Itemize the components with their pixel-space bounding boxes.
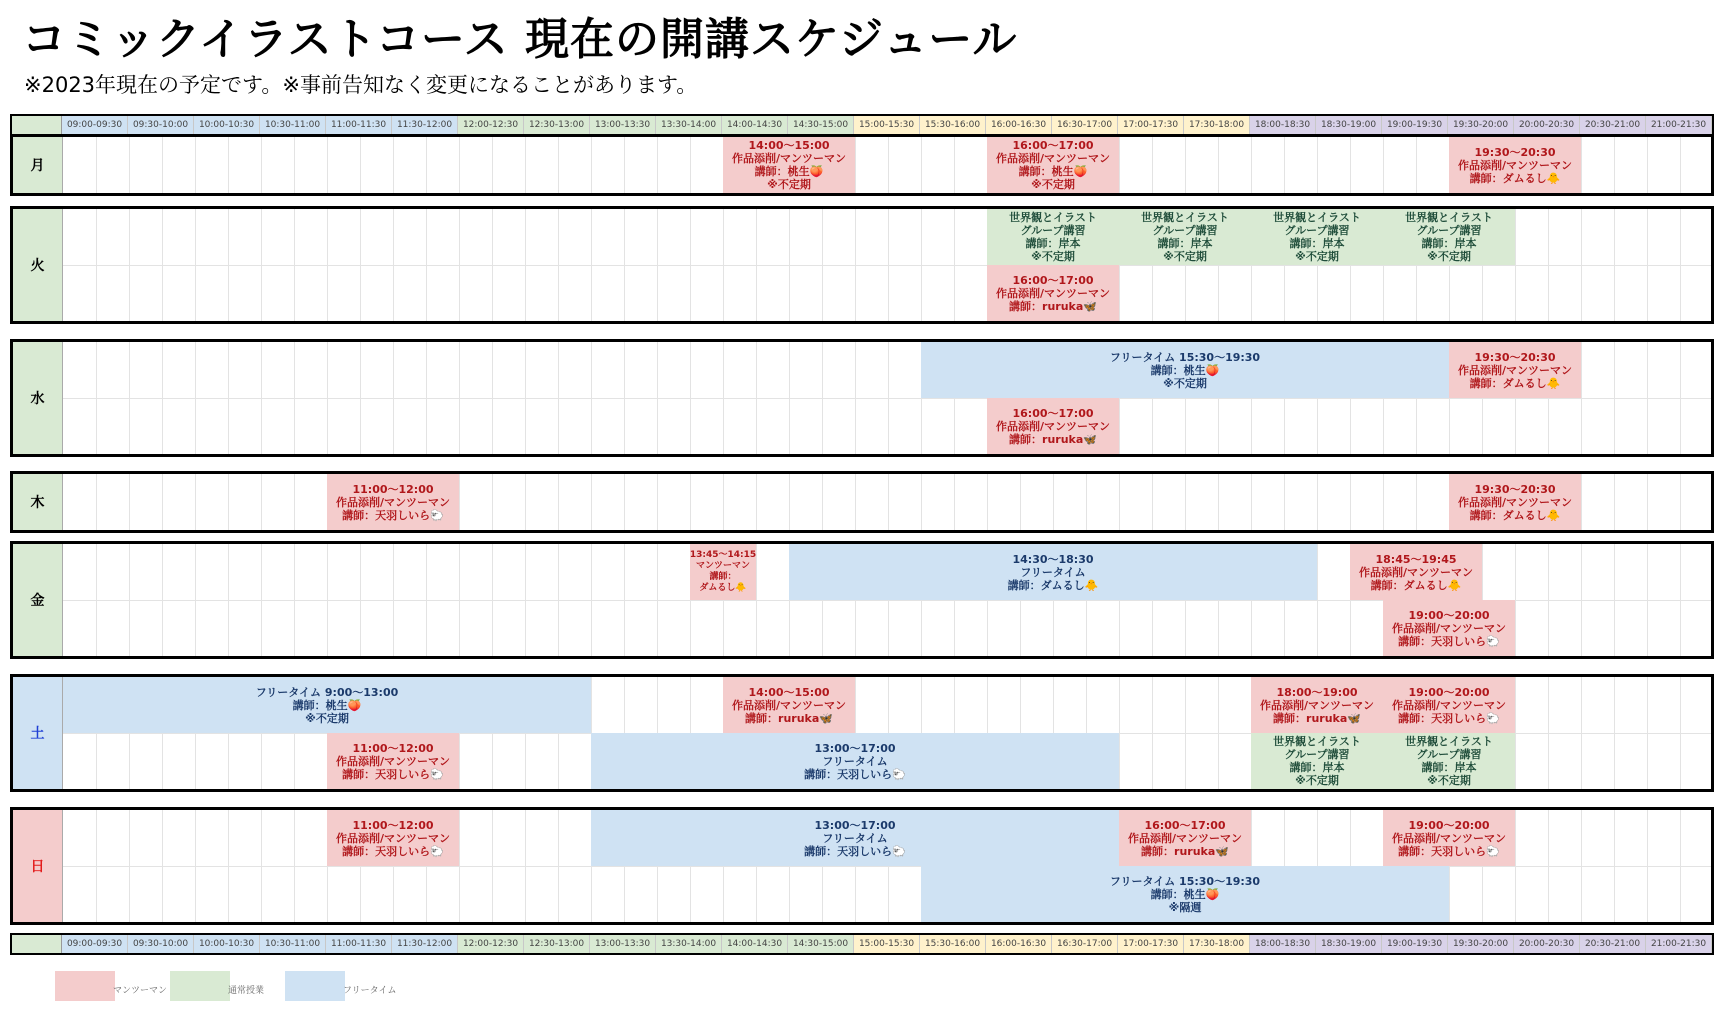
block-line: マンツーマン	[695, 561, 750, 571]
time-slot-label: 09:00-09:30	[62, 935, 128, 953]
day-row	[10, 339, 1714, 457]
schedule-block-mantoman	[1449, 474, 1581, 530]
schedule-block-mantoman	[1383, 677, 1515, 733]
grid-line	[492, 137, 493, 193]
block-line: 講師：岸本	[1421, 761, 1477, 774]
grid-line	[459, 474, 460, 530]
block-line: 世界観とイラスト	[1405, 735, 1493, 748]
block-line: 18:45～19:45	[1375, 552, 1457, 566]
time-slot-label: 13:30-14:00	[656, 116, 722, 134]
block-line: フリータイム 9:00～13:00	[255, 685, 399, 699]
time-slot-label: 13:00-13:30	[590, 935, 656, 953]
block-line: 13:45～14:15	[690, 550, 756, 560]
block-line: グループ講習	[1284, 748, 1350, 761]
block-line: 講師：岸本	[1421, 237, 1477, 250]
grid-line	[63, 398, 1711, 399]
block-line: 19:30～20:30	[1474, 145, 1556, 159]
grid-line	[294, 137, 295, 193]
block-line: 講師：天羽しいら🐑	[804, 767, 906, 781]
block-line: 作品添削/マンツーマン	[335, 495, 451, 509]
legend-label: マンツーマン	[113, 986, 168, 996]
grid-line	[525, 474, 526, 530]
grid-line	[954, 137, 955, 193]
block-line: 作品添削/マンツーマン	[1457, 363, 1573, 377]
grid-line	[558, 137, 559, 193]
block-line: 作品添削/マンツーマン	[1358, 565, 1474, 579]
time-slot-label: 14:30-15:00	[788, 935, 854, 953]
grid-line	[987, 474, 988, 530]
schedule-block-mantoman	[1350, 544, 1482, 600]
grid-line	[1317, 137, 1318, 193]
block-line: 講師：天羽しいら🐑	[342, 767, 444, 781]
block-line: 19:00～20:00	[1408, 818, 1490, 832]
schedule-block-group	[1119, 209, 1251, 265]
block-line: 講師：天羽しいら🐑	[1398, 634, 1500, 648]
grid-line	[1680, 474, 1681, 530]
time-header-bottom	[10, 933, 1714, 955]
time-slot-label: 16:00-16:30	[986, 935, 1052, 953]
grid-line	[1152, 474, 1153, 530]
block-line: グループ講習	[1416, 224, 1482, 237]
day-grid	[63, 342, 1711, 454]
grid-line	[492, 474, 493, 530]
time-slot-label: 18:30-19:00	[1316, 935, 1382, 953]
block-line: 作品添削/マンツーマン	[731, 152, 847, 165]
time-slot-label: 09:00-09:30	[62, 116, 128, 134]
grid-line	[63, 265, 1711, 266]
block-line: 18:00～19:00	[1276, 685, 1358, 699]
time-slot-label: 20:00-20:30	[1514, 116, 1580, 134]
grid-line	[261, 137, 262, 193]
schedule-block-group	[1251, 733, 1383, 789]
time-slot-label: 10:30-11:00	[260, 116, 326, 134]
grid-line	[1086, 474, 1087, 530]
block-line: 14:30～18:30	[1012, 552, 1094, 566]
block-line: グループ講習	[1020, 224, 1086, 237]
grid-line	[195, 137, 196, 193]
block-line: 講師：ダムるし🐥	[1469, 171, 1561, 185]
block-line: 16:00～17:00	[1012, 273, 1094, 287]
block-line: 19:30～20:30	[1474, 482, 1556, 496]
grid-line	[921, 137, 922, 193]
grid-line	[1317, 474, 1318, 530]
grid-line	[756, 474, 757, 530]
block-line: 11:00～12:00	[352, 818, 434, 832]
block-line: ※不定期	[1031, 250, 1075, 263]
grid-line	[1185, 137, 1186, 193]
block-line: 世界観とイラスト	[1273, 211, 1361, 224]
block-line: 作品添削/マンツーマン	[1127, 831, 1243, 845]
time-slot-label: 14:00-14:30	[722, 116, 788, 134]
legend-swatch	[170, 971, 230, 1001]
block-line: 作品添削/マンツーマン	[1391, 831, 1507, 845]
block-line: 作品添削/マンツーマン	[335, 754, 451, 768]
grid-line	[1218, 137, 1219, 193]
block-line: 作品添削/マンツーマン	[1259, 698, 1375, 712]
grid-line	[96, 137, 97, 193]
block-line: 講師：岸本	[1157, 237, 1213, 250]
time-slot-label: 16:30-17:00	[1052, 116, 1118, 134]
grid-line	[723, 474, 724, 530]
grid-line	[624, 137, 625, 193]
grid-line	[129, 137, 130, 193]
time-slot-label: 19:30-20:00	[1448, 116, 1514, 134]
legend-swatch	[55, 971, 115, 1001]
block-line: 作品添削/マンツーマン	[335, 831, 451, 845]
block-line: 16:00～17:00	[1012, 406, 1094, 420]
grid-line	[855, 474, 856, 530]
grid-line	[1581, 137, 1582, 193]
block-line: ※不定期	[1163, 250, 1207, 263]
time-slot-label: 12:30-13:00	[524, 116, 590, 134]
day-row	[10, 134, 1714, 196]
day-row	[10, 206, 1714, 324]
header-corner	[12, 935, 62, 953]
legend-swatch	[285, 971, 345, 1001]
grid-line	[690, 137, 691, 193]
time-slot-label: 20:30-21:00	[1580, 935, 1646, 953]
time-slot-label: 17:00-17:30	[1118, 116, 1184, 134]
grid-line	[690, 474, 691, 530]
schedule-block-mantoman	[690, 544, 756, 600]
block-line: 講師：	[709, 572, 737, 582]
schedule-block-free	[921, 342, 1449, 398]
grid-line	[1251, 474, 1252, 530]
time-slot-label: 18:00-18:30	[1250, 935, 1316, 953]
day-row	[10, 541, 1714, 659]
block-line: フリータイム	[822, 754, 888, 768]
time-slot-label: 14:30-15:00	[788, 116, 854, 134]
time-slot-label: 20:00-20:30	[1514, 935, 1580, 953]
block-line: ※不定期	[1295, 250, 1339, 263]
schedule-block-mantoman	[1251, 677, 1383, 733]
block-line: 16:00～17:00	[1144, 818, 1226, 832]
block-line: 19:00～20:00	[1408, 608, 1490, 622]
grid-line	[327, 137, 328, 193]
schedule-block-mantoman	[987, 265, 1119, 321]
block-line: フリータイム 15:30～19:30	[1109, 350, 1261, 364]
block-line: グループ講習	[1416, 748, 1482, 761]
block-line: 19:00～20:00	[1408, 685, 1490, 699]
block-line: 作品添削/マンツーマン	[731, 698, 847, 712]
block-line: 講師：桃生🍑	[1150, 887, 1220, 901]
time-slot-label: 11:30-12:00	[392, 116, 458, 134]
block-line: 講師：天羽しいら🐑	[342, 508, 444, 522]
schedule-block-free	[63, 677, 591, 733]
day-grid	[63, 209, 1711, 321]
grid-line	[162, 137, 163, 193]
block-line: 講師：ダムるし🐥	[1370, 578, 1462, 592]
page-title: コミックイラストコース 現在の開講スケジュール	[22, 14, 1018, 65]
block-line: ※隔週	[1168, 900, 1202, 914]
block-line: 講師：桃生🍑	[1150, 363, 1220, 377]
grid-line	[393, 137, 394, 193]
block-line: 講師：岸本	[1289, 761, 1345, 774]
schedule-block-mantoman	[723, 137, 855, 193]
schedule-block-mantoman	[327, 810, 459, 866]
schedule-block-group	[1251, 209, 1383, 265]
grid-line	[657, 137, 658, 193]
grid-line	[1614, 137, 1615, 193]
block-line: ※不定期	[305, 711, 349, 725]
time-slot-label: 18:00-18:30	[1250, 116, 1316, 134]
schedule-block-mantoman	[1119, 810, 1251, 866]
grid-line	[954, 474, 955, 530]
grid-line	[459, 137, 460, 193]
block-line: 13:00～17:00	[814, 741, 896, 755]
time-slot-label: 17:00-17:30	[1118, 935, 1184, 953]
block-line: 世界観とイラスト	[1141, 211, 1229, 224]
grid-line	[1119, 137, 1120, 193]
day-label: 日	[13, 810, 63, 922]
day-row	[10, 471, 1714, 533]
time-slot-label: 15:00-15:30	[854, 935, 920, 953]
grid-line	[888, 474, 889, 530]
time-slot-label: 12:00-12:30	[458, 935, 524, 953]
grid-line	[1053, 474, 1054, 530]
page-subtitle: ※2023年現在の予定です。※事前告知なく変更になることがあります。	[24, 73, 698, 97]
block-line: ※不定期	[1427, 250, 1471, 263]
time-slot-label: 18:30-19:00	[1316, 116, 1382, 134]
grid-line	[1284, 137, 1285, 193]
grid-line	[1251, 137, 1252, 193]
schedule-block-free	[591, 733, 1119, 789]
day-grid	[63, 544, 1711, 656]
block-line: 講師：桃生🍑	[1018, 165, 1088, 178]
legend-label: フリータイム	[343, 986, 397, 996]
schedule-block-free	[921, 866, 1449, 922]
schedule-block-mantoman	[1449, 342, 1581, 398]
day-grid	[63, 677, 1711, 789]
block-line: ※不定期	[1031, 178, 1075, 191]
block-line: 14:00～15:00	[748, 139, 830, 152]
grid-line	[1020, 474, 1021, 530]
time-slot-label: 09:30-10:00	[128, 116, 194, 134]
block-line: 作品添削/マンツーマン	[1391, 621, 1507, 635]
block-line: 世界観とイラスト	[1009, 211, 1097, 224]
block-line: 講師：桃生🍑	[754, 165, 824, 178]
block-line: 16:00～17:00	[1012, 139, 1094, 152]
block-line: 講師：天羽しいら🐑	[1398, 844, 1500, 858]
block-line: 講師：ruruka🦋	[1141, 844, 1229, 858]
schedule-block-group	[987, 209, 1119, 265]
grid-line	[1416, 137, 1417, 193]
day-row	[10, 807, 1714, 925]
block-line: 講師：ダムるし🐥	[1469, 508, 1561, 522]
schedule-block-mantoman	[723, 677, 855, 733]
grid-line	[1383, 137, 1384, 193]
time-slot-label: 12:00-12:30	[458, 116, 524, 134]
block-line: 講師：ダムるし🐥	[1007, 578, 1099, 592]
schedule-block-group	[1383, 209, 1515, 265]
grid-line	[789, 474, 790, 530]
block-line: 世界観とイラスト	[1273, 735, 1361, 748]
grid-line	[1152, 137, 1153, 193]
grid-line	[96, 474, 97, 530]
day-grid	[63, 137, 1711, 193]
grid-line	[525, 137, 526, 193]
block-line: 講師：ruruka🦋	[1009, 299, 1097, 313]
grid-line	[1383, 474, 1384, 530]
grid-line	[228, 474, 229, 530]
block-line: ※不定期	[767, 178, 811, 191]
time-slot-label: 15:30-16:00	[920, 116, 986, 134]
block-line: 13:00～17:00	[814, 818, 896, 832]
grid-line	[294, 474, 295, 530]
grid-line	[1218, 474, 1219, 530]
grid-line	[1647, 474, 1648, 530]
time-slot-label: 17:30-18:00	[1184, 935, 1250, 953]
grid-line	[228, 137, 229, 193]
block-line: フリータイム	[822, 831, 888, 845]
block-line: 講師：岸本	[1025, 237, 1081, 250]
time-header-top	[10, 114, 1714, 136]
block-line: 講師：ruruka🦋	[1273, 711, 1361, 725]
schedule-block-mantoman	[987, 137, 1119, 193]
header-corner	[12, 116, 62, 134]
time-slot-label: 16:30-17:00	[1052, 935, 1118, 953]
schedule-block-mantoman	[987, 398, 1119, 454]
grid-line	[426, 137, 427, 193]
block-line: 講師：ruruka🦋	[1009, 432, 1097, 446]
day-label: 火	[13, 209, 63, 321]
day-label: 金	[13, 544, 63, 656]
day-label: 月	[13, 137, 63, 193]
block-line: 11:00～12:00	[352, 482, 434, 496]
grid-line	[1350, 474, 1351, 530]
block-line: 作品添削/マンツーマン	[995, 286, 1111, 300]
grid-line	[1416, 474, 1417, 530]
block-line: 講師：ruruka🦋	[745, 711, 833, 725]
time-slot-label: 12:30-13:00	[524, 935, 590, 953]
block-line: ※不定期	[1427, 774, 1471, 787]
block-line: 世界観とイラスト	[1405, 211, 1493, 224]
schedule-block-free	[789, 544, 1317, 600]
block-line: 講師：ダムるし🐥	[1469, 376, 1561, 390]
grid-line	[1614, 474, 1615, 530]
block-line: 作品添削/マンツーマン	[995, 419, 1111, 433]
grid-line	[360, 137, 361, 193]
grid-line	[1581, 474, 1582, 530]
grid-line	[558, 474, 559, 530]
block-line: 14:00～15:00	[748, 685, 830, 699]
grid-line	[1185, 474, 1186, 530]
block-line: 作品添削/マンツーマン	[1457, 158, 1573, 172]
block-line: グループ講習	[1152, 224, 1218, 237]
block-line: 講師：天羽しいら🐑	[804, 844, 906, 858]
block-line: 11:00～12:00	[352, 741, 434, 755]
grid-line	[855, 137, 856, 193]
time-slot-label: 10:00-10:30	[194, 935, 260, 953]
time-slot-label: 16:00-16:30	[986, 116, 1052, 134]
time-slot-label: 15:00-15:30	[854, 116, 920, 134]
time-slot-label: 11:00-11:30	[326, 935, 392, 953]
day-label: 水	[13, 342, 63, 454]
time-slot-label: 21:00-21:30	[1646, 935, 1712, 953]
schedule-block-mantoman	[327, 733, 459, 789]
schedule-block-group	[1383, 733, 1515, 789]
block-line: ※不定期	[1295, 774, 1339, 787]
block-line: 講師：岸本	[1289, 237, 1345, 250]
grid-line	[195, 474, 196, 530]
time-slot-label: 14:00-14:30	[722, 935, 788, 953]
block-line: ※不定期	[1163, 376, 1207, 390]
block-line: 講師：天羽しいら🐑	[342, 844, 444, 858]
grid-line	[129, 474, 130, 530]
time-slot-label: 13:30-14:00	[656, 935, 722, 953]
schedule-block-free	[591, 810, 1119, 866]
block-line: 作品添削/マンツーマン	[1391, 698, 1507, 712]
day-label: 土	[13, 677, 63, 789]
schedule-block-mantoman	[327, 474, 459, 530]
schedule-block-mantoman	[1383, 600, 1515, 656]
time-slot-label: 20:30-21:00	[1580, 116, 1646, 134]
day-row	[10, 674, 1714, 792]
time-slot-label: 13:00-13:30	[590, 116, 656, 134]
block-line: 講師：天羽しいら🐑	[1398, 711, 1500, 725]
block-line: 19:30～20:30	[1474, 350, 1556, 364]
block-line: ダムるし🐥	[699, 583, 747, 593]
grid-line	[63, 866, 1711, 867]
time-slot-label: 10:30-11:00	[260, 935, 326, 953]
grid-line	[591, 137, 592, 193]
time-slot-label: 10:00-10:30	[194, 116, 260, 134]
time-slot-label: 17:30-18:00	[1184, 116, 1250, 134]
day-label: 木	[13, 474, 63, 530]
time-slot-label: 09:30-10:00	[128, 935, 194, 953]
grid-line	[1350, 137, 1351, 193]
time-slot-label: 21:00-21:30	[1646, 116, 1712, 134]
time-slot-label: 19:00-19:30	[1382, 116, 1448, 134]
grid-line	[1680, 137, 1681, 193]
grid-line	[657, 474, 658, 530]
schedule-block-mantoman	[1383, 810, 1515, 866]
grid-line	[921, 474, 922, 530]
grid-line	[888, 137, 889, 193]
schedule-block-mantoman	[1449, 137, 1581, 193]
day-grid	[63, 474, 1711, 530]
grid-line	[591, 474, 592, 530]
block-line: 作品添削/マンツーマン	[1457, 495, 1573, 509]
grid-line	[1647, 137, 1648, 193]
block-line: フリータイム	[1020, 565, 1086, 579]
grid-line	[1119, 474, 1120, 530]
grid-line	[162, 474, 163, 530]
grid-line	[624, 474, 625, 530]
time-slot-label: 15:30-16:00	[920, 935, 986, 953]
block-line: 講師：桃生🍑	[292, 698, 362, 712]
block-line: 作品添削/マンツーマン	[995, 152, 1111, 165]
time-slot-label: 19:30-20:00	[1448, 935, 1514, 953]
grid-line	[822, 474, 823, 530]
day-grid	[63, 810, 1711, 922]
block-line: フリータイム 15:30～19:30	[1109, 874, 1261, 888]
grid-line	[1284, 474, 1285, 530]
legend-label: 通常授業	[228, 986, 265, 996]
time-slot-label: 11:00-11:30	[326, 116, 392, 134]
time-slot-label: 19:00-19:30	[1382, 935, 1448, 953]
time-slot-label: 11:30-12:00	[392, 935, 458, 953]
block-line: グループ講習	[1284, 224, 1350, 237]
grid-line	[261, 474, 262, 530]
